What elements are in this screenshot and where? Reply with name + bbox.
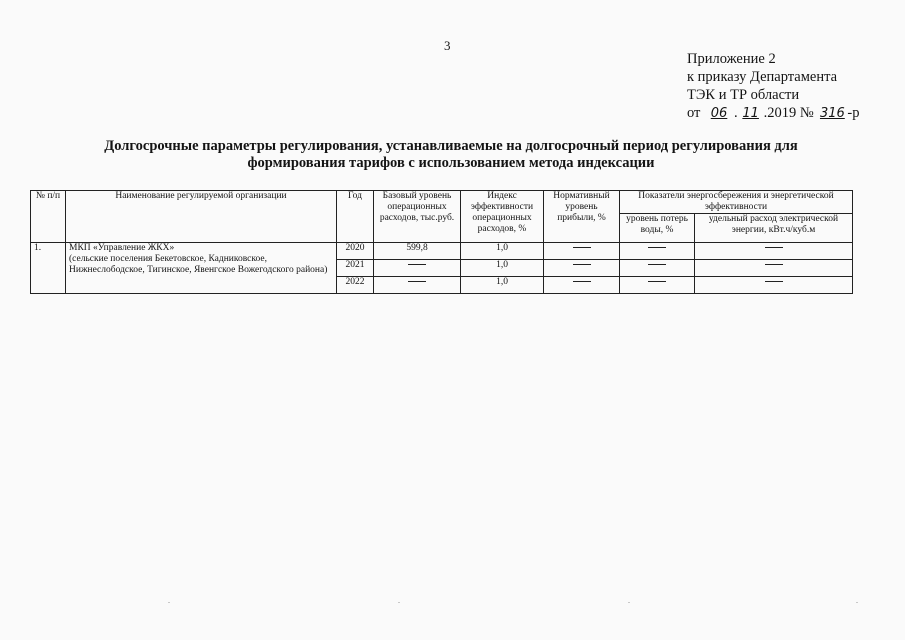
date-prefix: от xyxy=(687,105,701,121)
dash-mark xyxy=(408,264,426,265)
title-line-2: формирования тарифов с использованием метода индексации xyxy=(247,155,655,171)
year-cell: 2022 xyxy=(337,277,374,294)
efficiency-index-cell: 1,0 xyxy=(461,260,544,277)
scan-speck: . xyxy=(168,596,170,605)
dash-mark xyxy=(648,281,666,282)
header-base-costs: Базовый уровень операционных расходов, тыс.руб. xyxy=(374,191,461,243)
order-date-number: от 06 . 11 .2019 № 316 -р xyxy=(687,105,860,121)
header-water-losses: уровень потерь воды, % xyxy=(620,214,695,243)
electric-consumption-cell xyxy=(695,243,853,260)
org-details: (сельские поселения Бекетовское, Кадниковское, Нижнеслободское, Тигинское, Явенгское Вожегодского района) xyxy=(69,254,328,275)
dash-mark xyxy=(573,264,591,265)
electric-consumption-cell xyxy=(695,277,853,294)
appendix-label: Приложение 2 xyxy=(687,51,776,67)
org-name: МКП «Управление ЖКХ» xyxy=(69,243,175,253)
org-cell xyxy=(66,243,337,294)
dash-mark xyxy=(408,281,426,282)
profit-cell xyxy=(544,260,620,277)
order-suffix: -р xyxy=(847,105,860,121)
scan-speck: . xyxy=(856,596,858,605)
dash-mark xyxy=(765,264,783,265)
dash-mark xyxy=(648,247,666,248)
header-num: № п/п xyxy=(31,191,66,243)
water-losses-cell xyxy=(620,277,695,294)
header-year: Год xyxy=(337,191,374,243)
order-reference: к приказу Департамента xyxy=(687,69,838,85)
water-losses-cell xyxy=(620,243,695,260)
dash-mark xyxy=(573,247,591,248)
dash-mark xyxy=(765,281,783,282)
year-cell: 2021 xyxy=(337,260,374,277)
base-costs-cell xyxy=(374,260,461,277)
org-number: 1. xyxy=(31,243,66,294)
title-line-1: Долгосрочные параметры регулирования, устанавливаемые на долгосрочный период регулирования для xyxy=(104,138,798,154)
header-electric-consumption: удельный расход электрической энергии, кВт.ч/куб.м xyxy=(695,214,853,243)
approval-block xyxy=(687,50,859,123)
electric-consumption-cell xyxy=(695,260,853,277)
dash-mark xyxy=(573,281,591,282)
base-costs-cell xyxy=(374,277,461,294)
scan-speck: . xyxy=(398,596,400,605)
profit-cell xyxy=(544,243,620,260)
header-efficiency-index: Индекс эффективности операционных расходов, % xyxy=(461,191,544,243)
efficiency-index-cell: 1,0 xyxy=(461,243,544,260)
order-year: .2019 № xyxy=(763,105,814,121)
dash-mark xyxy=(648,264,666,265)
header-profit: Нормативный уровень прибыли, % xyxy=(544,191,620,243)
handwritten-order-number: 316 xyxy=(819,106,845,121)
department-name: ТЭК и ТР области xyxy=(687,87,800,103)
handwritten-month: 11 xyxy=(742,106,759,121)
dash-mark xyxy=(765,247,783,248)
base-costs-cell: 599,8 xyxy=(374,243,461,260)
scan-speck: . xyxy=(628,596,630,605)
header-org: Наименование регулируемой организации xyxy=(66,191,337,243)
regulation-parameters-table xyxy=(30,190,853,294)
page-number: 3 xyxy=(444,38,451,53)
profit-cell xyxy=(544,277,620,294)
year-cell: 2020 xyxy=(337,243,374,260)
table-row xyxy=(31,243,853,260)
efficiency-index-cell: 1,0 xyxy=(461,277,544,294)
page-title xyxy=(40,138,862,172)
handwritten-day: 06 xyxy=(710,106,728,121)
header-energy-indicators: Показатели энергосбережения и энергетической эффективности xyxy=(620,191,853,214)
water-losses-cell xyxy=(620,260,695,277)
